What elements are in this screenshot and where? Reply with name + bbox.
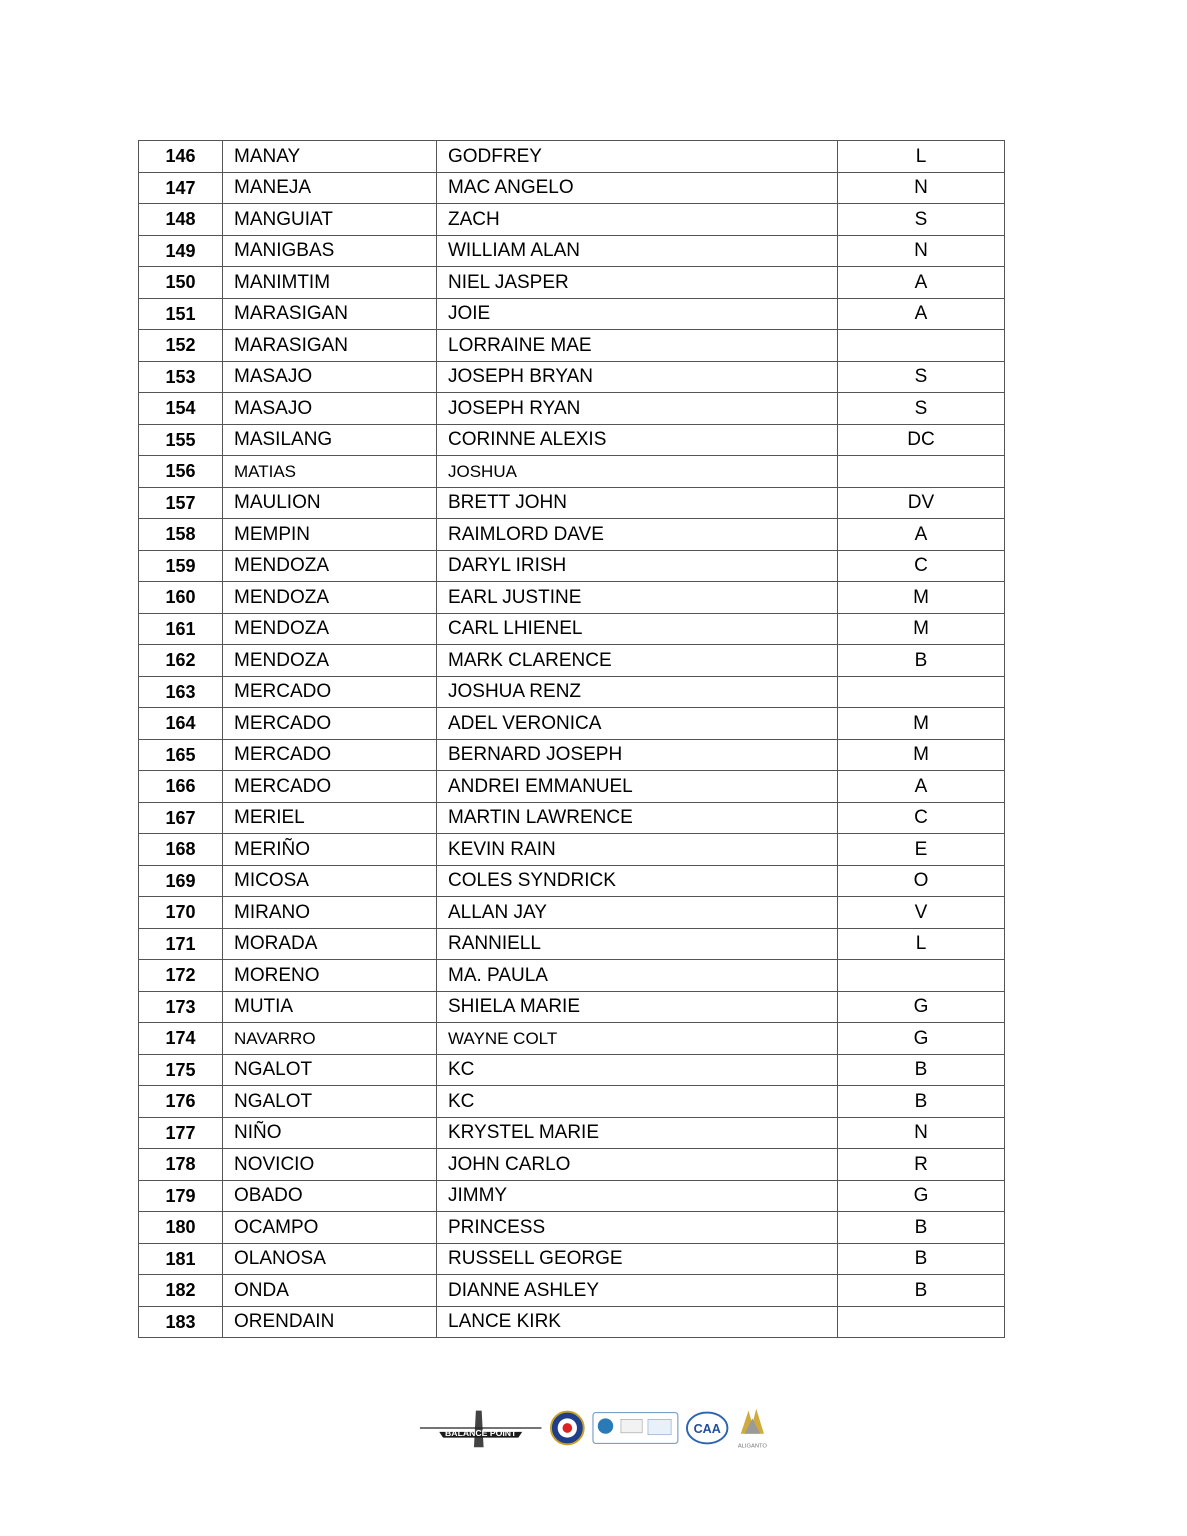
row-number: 151	[139, 298, 223, 330]
last-name-cell: MERIÑO	[223, 834, 437, 866]
first-name-cell: LORRAINE MAE	[437, 330, 838, 362]
last-name-cell: OCAMPO	[223, 1212, 437, 1244]
middle-initial-cell: S	[838, 204, 1005, 236]
table-row	[139, 424, 1005, 456]
middle-initial-cell: N	[838, 1117, 1005, 1149]
first-name-cell: NIEL JASPER	[437, 267, 838, 299]
row-number: 160	[139, 582, 223, 614]
middle-initial-cell	[838, 960, 1005, 992]
first-name-cell: RANNIELL	[437, 928, 838, 960]
middle-initial-cell	[838, 676, 1005, 708]
table-row	[139, 361, 1005, 393]
first-name-cell: BERNARD JOSEPH	[437, 739, 838, 771]
balance-point-text: BALANCE POINT	[445, 1428, 517, 1439]
table-row	[139, 676, 1005, 708]
row-number: 171	[139, 928, 223, 960]
table-row	[139, 330, 1005, 362]
middle-initial-cell: N	[838, 235, 1005, 267]
caa-text: CAA	[693, 1421, 721, 1436]
first-name-cell: MAC ANGELO	[437, 172, 838, 204]
row-number: 159	[139, 550, 223, 582]
last-name-cell: ONDA	[223, 1275, 437, 1307]
last-name-cell: MERIEL	[223, 802, 437, 834]
last-name-cell: MANEJA	[223, 172, 437, 204]
last-name-cell: MASAJO	[223, 393, 437, 425]
first-name-cell: LANCE KIRK	[437, 1306, 838, 1338]
row-number: 181	[139, 1243, 223, 1275]
first-name-cell: KC	[437, 1054, 838, 1086]
middle-initial-cell: B	[838, 1243, 1005, 1275]
table-row	[139, 204, 1005, 236]
last-name-cell: MENDOZA	[223, 613, 437, 645]
table-row	[139, 141, 1005, 173]
last-name-cell: MANGUIAT	[223, 204, 437, 236]
table-row	[139, 1275, 1005, 1307]
aliganto-text: ALIGANTO	[738, 1443, 768, 1450]
last-name-cell: NGALOT	[223, 1086, 437, 1118]
roster-body	[139, 141, 1005, 1338]
first-name-cell: WILLIAM ALAN	[437, 235, 838, 267]
last-name-cell: MANIGBAS	[223, 235, 437, 267]
last-name-cell: NIÑO	[223, 1117, 437, 1149]
middle-initial-cell: A	[838, 519, 1005, 551]
row-number: 178	[139, 1149, 223, 1181]
table-row	[139, 645, 1005, 677]
row-number: 167	[139, 802, 223, 834]
row-number: 147	[139, 172, 223, 204]
table-row	[139, 1180, 1005, 1212]
row-number: 177	[139, 1117, 223, 1149]
table-row	[139, 582, 1005, 614]
first-name-cell: SHIELA MARIE	[437, 991, 838, 1023]
middle-initial-cell: G	[838, 1023, 1005, 1055]
middle-initial-cell: S	[838, 361, 1005, 393]
row-number: 176	[139, 1086, 223, 1118]
table-row	[139, 897, 1005, 929]
first-name-cell: JOIE	[437, 298, 838, 330]
row-number: 148	[139, 204, 223, 236]
footer-logos	[418, 1402, 770, 1454]
first-name-cell: EARL JUSTINE	[437, 582, 838, 614]
balance-point-logo	[418, 1402, 543, 1454]
row-number: 150	[139, 267, 223, 299]
first-name-cell: KC	[437, 1086, 838, 1118]
middle-initial-cell: M	[838, 708, 1005, 740]
first-name-cell: JIMMY	[437, 1180, 838, 1212]
first-name-cell: DARYL IRISH	[437, 550, 838, 582]
row-number: 164	[139, 708, 223, 740]
table-row	[139, 1306, 1005, 1338]
last-name-cell: MERCADO	[223, 676, 437, 708]
middle-initial-cell: M	[838, 739, 1005, 771]
first-name-cell: PRINCESS	[437, 1212, 838, 1244]
last-name-cell: MASAJO	[223, 361, 437, 393]
last-name-cell: MORENO	[223, 960, 437, 992]
middle-initial-cell: N	[838, 172, 1005, 204]
table-row	[139, 393, 1005, 425]
roster-table	[138, 140, 1005, 1338]
first-name-cell: CORINNE ALEXIS	[437, 424, 838, 456]
row-number: 180	[139, 1212, 223, 1244]
table-row	[139, 1212, 1005, 1244]
middle-initial-cell: G	[838, 991, 1005, 1023]
last-name-cell: MENDOZA	[223, 550, 437, 582]
table-row	[139, 267, 1005, 299]
middle-initial-cell: M	[838, 582, 1005, 614]
last-name-cell: MARASIGAN	[223, 298, 437, 330]
middle-initial-cell: S	[838, 393, 1005, 425]
last-name-cell: MICOSA	[223, 865, 437, 897]
middle-initial-cell: L	[838, 928, 1005, 960]
row-number: 170	[139, 897, 223, 929]
middle-initial-cell: M	[838, 613, 1005, 645]
row-number: 161	[139, 613, 223, 645]
row-number: 157	[139, 487, 223, 519]
table-row	[139, 456, 1005, 488]
first-name-cell: MARTIN LAWRENCE	[437, 802, 838, 834]
caa-logo	[685, 1409, 729, 1447]
table-row	[139, 1243, 1005, 1275]
row-number: 149	[139, 235, 223, 267]
last-name-cell: MATIAS	[223, 456, 437, 488]
middle-initial-cell: B	[838, 1275, 1005, 1307]
table-row	[139, 1117, 1005, 1149]
last-name-cell: NAVARRO	[223, 1023, 437, 1055]
middle-initial-cell: G	[838, 1180, 1005, 1212]
table-row	[139, 550, 1005, 582]
middle-initial-cell	[838, 1306, 1005, 1338]
last-name-cell: MAULION	[223, 487, 437, 519]
first-name-cell: RUSSELL GEORGE	[437, 1243, 838, 1275]
table-row	[139, 235, 1005, 267]
middle-initial-cell: E	[838, 834, 1005, 866]
first-name-cell: MA. PAULA	[437, 960, 838, 992]
first-name-cell: ZACH	[437, 204, 838, 236]
middle-initial-cell: DV	[838, 487, 1005, 519]
first-name-cell: DIANNE ASHLEY	[437, 1275, 838, 1307]
first-name-cell: ANDREI EMMANUEL	[437, 771, 838, 803]
row-number: 172	[139, 960, 223, 992]
row-number: 152	[139, 330, 223, 362]
first-name-cell: JOSEPH BRYAN	[437, 361, 838, 393]
first-name-cell: COLES SYNDRICK	[437, 865, 838, 897]
first-name-cell: CARL LHIENEL	[437, 613, 838, 645]
row-number: 173	[139, 991, 223, 1023]
row-number: 183	[139, 1306, 223, 1338]
last-name-cell: ORENDAIN	[223, 1306, 437, 1338]
table-row	[139, 1023, 1005, 1055]
middle-initial-cell: A	[838, 771, 1005, 803]
first-name-cell: ADEL VERONICA	[437, 708, 838, 740]
row-number: 175	[139, 1054, 223, 1086]
table-row	[139, 1086, 1005, 1118]
seal-logo	[549, 1409, 586, 1447]
first-name-cell: RAIMLORD DAVE	[437, 519, 838, 551]
middle-initial-cell: DC	[838, 424, 1005, 456]
last-name-cell: OBADO	[223, 1180, 437, 1212]
table-row	[139, 298, 1005, 330]
middle-initial-cell: C	[838, 550, 1005, 582]
row-number: 182	[139, 1275, 223, 1307]
last-name-cell: MERCADO	[223, 739, 437, 771]
row-number: 179	[139, 1180, 223, 1212]
row-number: 174	[139, 1023, 223, 1055]
last-name-cell: MORADA	[223, 928, 437, 960]
first-name-cell: JOHN CARLO	[437, 1149, 838, 1181]
row-number: 154	[139, 393, 223, 425]
table-row	[139, 1054, 1005, 1086]
last-name-cell: MENDOZA	[223, 582, 437, 614]
middle-initial-cell	[838, 456, 1005, 488]
table-row	[139, 708, 1005, 740]
table-row	[139, 1149, 1005, 1181]
first-name-cell: KRYSTEL MARIE	[437, 1117, 838, 1149]
table-row	[139, 865, 1005, 897]
middle-initial-cell: R	[838, 1149, 1005, 1181]
last-name-cell: NOVICIO	[223, 1149, 437, 1181]
last-name-cell: MERCADO	[223, 708, 437, 740]
table-row	[139, 613, 1005, 645]
table-row	[139, 928, 1005, 960]
first-name-cell: GODFREY	[437, 141, 838, 173]
last-name-cell: MUTIA	[223, 991, 437, 1023]
middle-initial-cell: V	[838, 897, 1005, 929]
table-row	[139, 519, 1005, 551]
row-number: 156	[139, 456, 223, 488]
row-number: 158	[139, 519, 223, 551]
last-name-cell: MENDOZA	[223, 645, 437, 677]
aliganto-logo	[735, 1404, 770, 1452]
table-row	[139, 771, 1005, 803]
table-row	[139, 802, 1005, 834]
row-number: 153	[139, 361, 223, 393]
table-row	[139, 991, 1005, 1023]
row-number: 169	[139, 865, 223, 897]
middle-initial-cell: C	[838, 802, 1005, 834]
row-number: 168	[139, 834, 223, 866]
last-name-cell: MASILANG	[223, 424, 437, 456]
table-row	[139, 172, 1005, 204]
last-name-cell: MANIMTIM	[223, 267, 437, 299]
row-number: 163	[139, 676, 223, 708]
middle-initial-cell: A	[838, 298, 1005, 330]
last-name-cell: MERCADO	[223, 771, 437, 803]
middle-initial-cell: B	[838, 1086, 1005, 1118]
first-name-cell: WAYNE COLT	[437, 1023, 838, 1055]
first-name-cell: ALLAN JAY	[437, 897, 838, 929]
first-name-cell: KEVIN RAIN	[437, 834, 838, 866]
last-name-cell: MIRANO	[223, 897, 437, 929]
last-name-cell: MARASIGAN	[223, 330, 437, 362]
row-number: 166	[139, 771, 223, 803]
middle-initial-cell: B	[838, 1212, 1005, 1244]
row-number: 162	[139, 645, 223, 677]
first-name-cell: JOSHUA RENZ	[437, 676, 838, 708]
table-row	[139, 960, 1005, 992]
partner-badges-logo	[592, 1411, 679, 1445]
last-name-cell: OLANOSA	[223, 1243, 437, 1275]
row-number: 146	[139, 141, 223, 173]
middle-initial-cell: O	[838, 865, 1005, 897]
middle-initial-cell: L	[838, 141, 1005, 173]
middle-initial-cell: B	[838, 1054, 1005, 1086]
last-name-cell: NGALOT	[223, 1054, 437, 1086]
table-row	[139, 834, 1005, 866]
first-name-cell: MARK CLARENCE	[437, 645, 838, 677]
table-row	[139, 487, 1005, 519]
middle-initial-cell: B	[838, 645, 1005, 677]
last-name-cell: MANAY	[223, 141, 437, 173]
row-number: 165	[139, 739, 223, 771]
first-name-cell: JOSHUA	[437, 456, 838, 488]
middle-initial-cell: A	[838, 267, 1005, 299]
middle-initial-cell	[838, 330, 1005, 362]
first-name-cell: JOSEPH RYAN	[437, 393, 838, 425]
first-name-cell: BRETT JOHN	[437, 487, 838, 519]
table-row	[139, 739, 1005, 771]
last-name-cell: MEMPIN	[223, 519, 437, 551]
row-number: 155	[139, 424, 223, 456]
